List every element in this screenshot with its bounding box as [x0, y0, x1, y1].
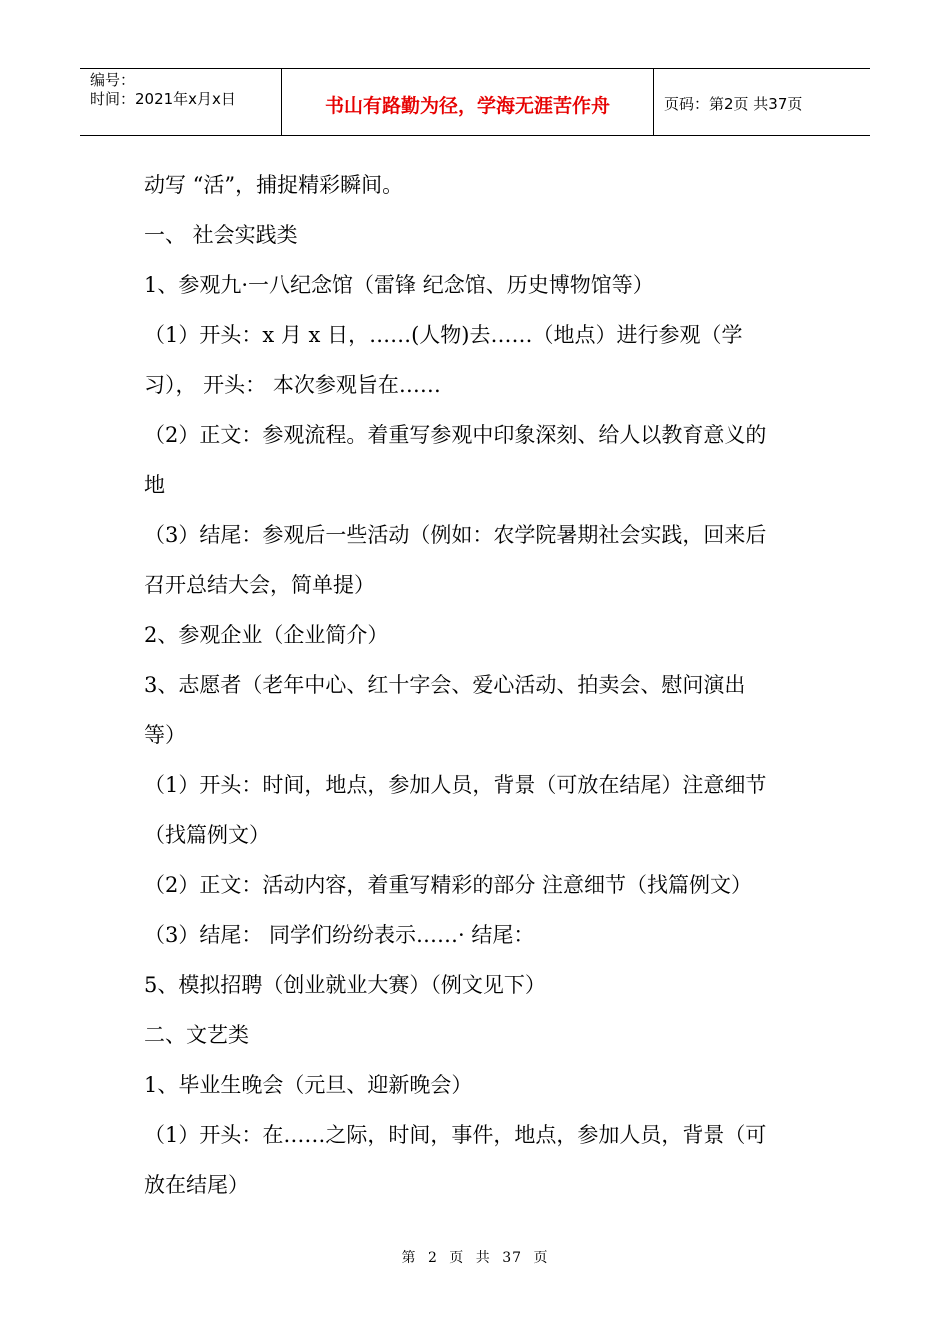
body-line: 动写 “活”，捕捉精彩瞬间。	[144, 173, 404, 197]
body-line: （1）开头：时间，地点，参加人员，背景（可放在结尾）注意细节	[144, 773, 767, 797]
body-line: 等）	[144, 723, 186, 747]
body-line: （2）正文：活动内容，着重写精彩的部分 注意细节（找篇例文）	[144, 873, 753, 897]
body-line: （1）开头：x 月 x 日，……(人物)去……（地点）进行参观（学	[144, 323, 743, 347]
document-body	[144, 160, 814, 1210]
body-line: 放在结尾）	[144, 1173, 249, 1197]
page-footer: 第 2 页 共 37 页	[401, 1250, 549, 1266]
body-line: （找篇例文）	[144, 823, 270, 847]
body-line: 1、毕业生晚会（元旦、迎新晚会）	[144, 1073, 473, 1097]
body-line: 习）， 开头： 本次参观旨在……	[144, 373, 441, 397]
body-line: 召开总结大会，简单提）	[144, 573, 375, 597]
header-meta	[80, 69, 282, 135]
page-header	[80, 68, 870, 136]
body-line: 5、模拟招聘（创业就业大赛）（例文见下）	[144, 973, 546, 997]
section-heading: 一、 社会实践类	[144, 223, 298, 247]
body-line: （2）正文：参观流程。着重写参观中印象深刻、给人以教育意义的	[144, 423, 767, 447]
body-line: 地	[144, 473, 165, 497]
document-number-label: 编号：	[90, 71, 136, 89]
header-page-info: 页码：第2页 共37页	[664, 94, 803, 113]
body-line: （3）结尾：参观后一些活动（例如：农学院暑期社会实践，回来后	[144, 523, 767, 547]
body-line: （3）结尾： 同学们纷纷表示……· 结尾：	[144, 923, 535, 947]
body-line: 3、志愿者（老年中心、红十字会、爱心活动、拍卖会、慰问演出	[144, 673, 746, 697]
document-time-label: 时间：2021年x月x日	[90, 90, 236, 108]
header-motto: 书山有路勤为径，学海无涯苦作舟	[324, 94, 610, 117]
body-line: 1、参观九·一八纪念馆（雷锋 纪念馆、历史博物馆等）	[144, 273, 654, 297]
section-heading: 二、文艺类	[144, 1023, 249, 1047]
header-page-cell	[654, 69, 870, 135]
header-motto-cell	[282, 69, 654, 135]
body-line: （1）开头：在……之际，时间，事件，地点，参加人员，背景（可	[144, 1123, 767, 1147]
body-line: 2、参观企业（企业简介）	[144, 623, 389, 647]
